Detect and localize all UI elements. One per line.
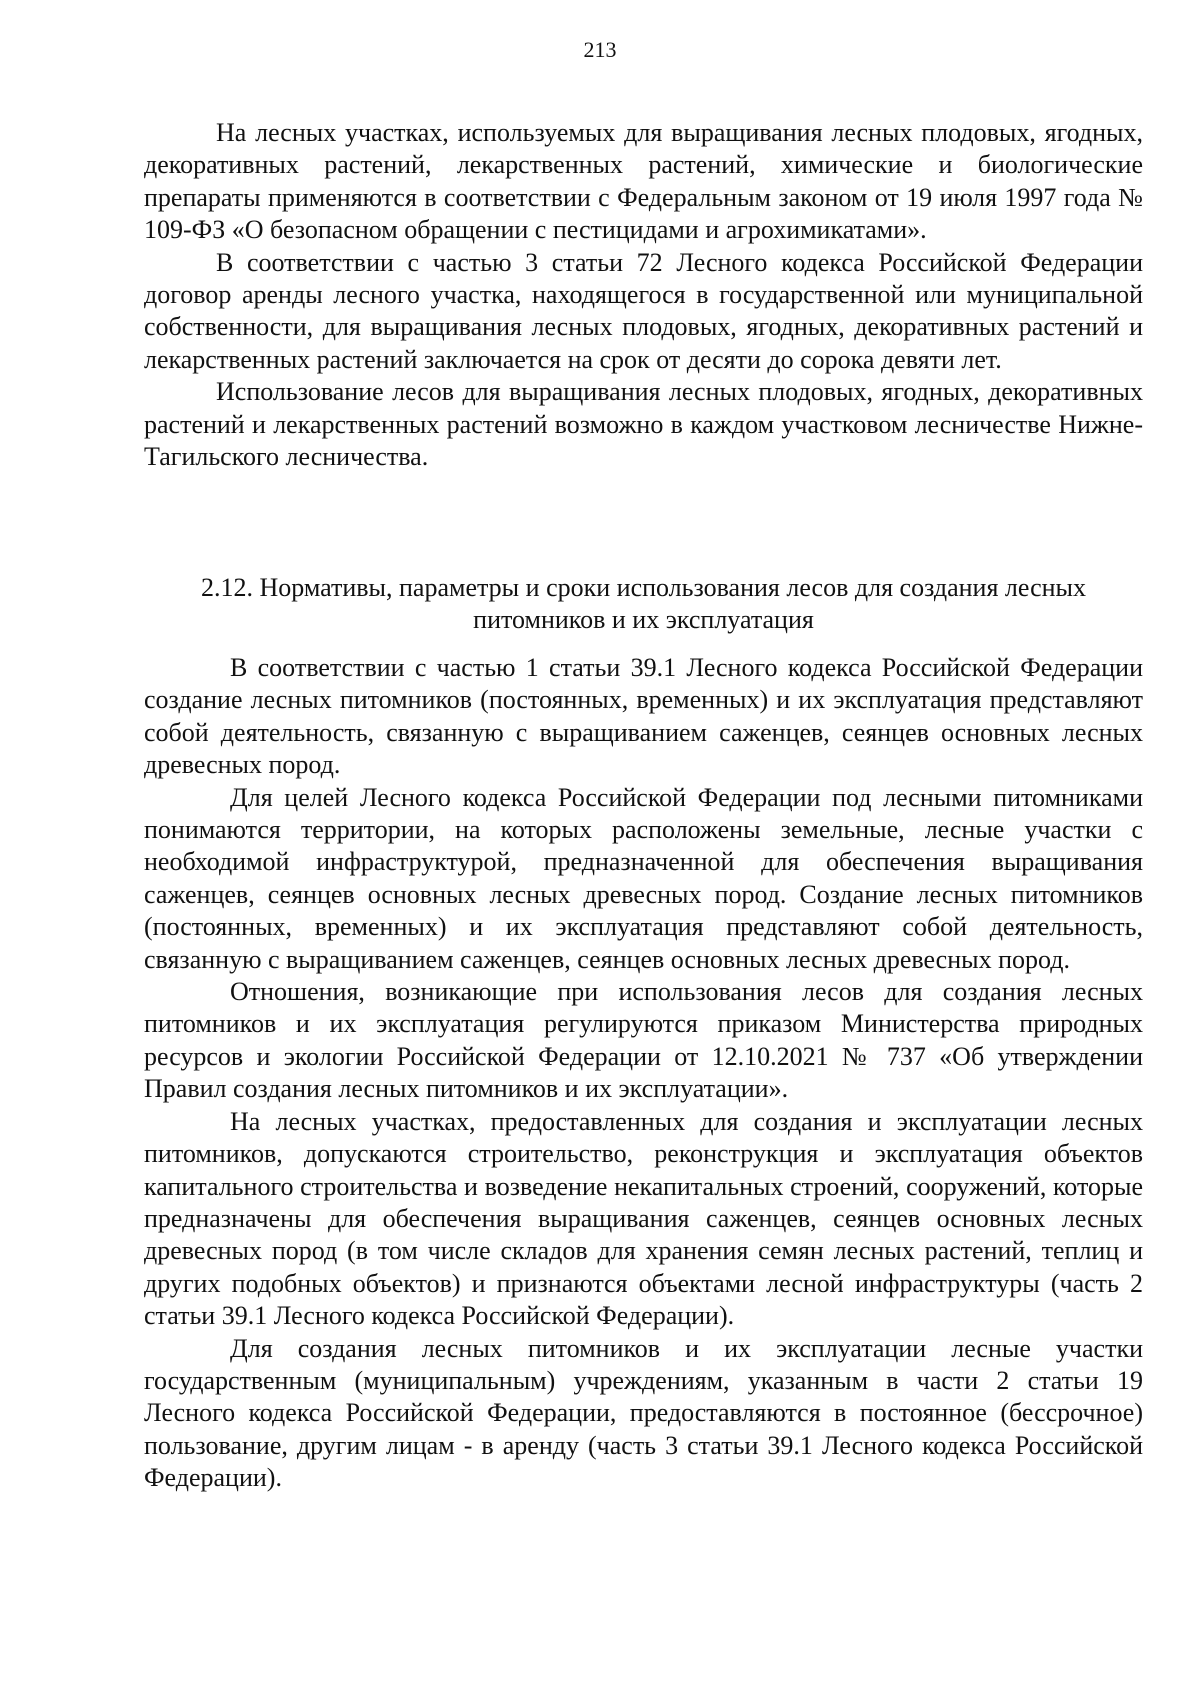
- section-heading: 2.12. Нормативы, параметры и сроки использования лесов для создания лесных питомников и их эксплуатация: [200, 573, 1087, 635]
- paragraph: В соответствии с частью 3 статьи 72 Лесного кодекса Российской Федерации договор аренды лесного участка, находящегося в государственной или муниципальной собственности, для выращивания лесных плодовых, ягодных, декоративных растений и лекарственных растений заключается на срок от десяти до сорока девяти лет.: [144, 247, 1143, 374]
- paragraph: На лесных участках, используемых для выращивания лесных плодовых, ягодных, декоративных растений, лекарственных растений, химические и биологические препараты применяются в соответствии с Федеральным законом от 19 июля 1997 года № 109-ФЗ «О безопасном обращении с пестицидами и агрохимикатами».: [144, 118, 1143, 245]
- paragraph: На лесных участках, предоставленных для создания и эксплуатации лесных питомников, допускаются строительство, реконструкция и эксплуатация объектов капитального строительства и возведение некапитальных строений, сооружений, которые предназначены для обеспечения выращивания саженцев, сеянцев основных лесных древесных пород (в том числе складов для хранения семян лесных растений, теплиц и других подобных объектов) и признаются объектами лесной инфраструктуры (часть 2 статьи 39.1 Лесного кодекса Российской Федерации).: [144, 1106, 1143, 1331]
- paragraph: Отношения, возникающие при использования лесов для создания лесных питомников и их эксплуатация регулируются приказом Министерства природных ресурсов и экологии Российской Федерации от 12.10.2021 № 737 «Об утверждении Правил создания лесных питомников и их эксплуатации».: [144, 977, 1143, 1104]
- text-block-top: [144, 117, 1143, 473]
- paragraph: Для целей Лесного кодекса Российской Федерации под лесными питомниками понимаются территории, на которых расположены земельные, лесные участки с необходимой инфраструктурой, предназначенной для обеспечения выращивания саженцев, сеянцев основных лесных древесных пород. Создание лесных питомников (постоянных, временных) и их эксплуатация представляют собой деятельность, связанную с выращиванием саженцев, сеянцев основных лесных древесных пород.: [144, 782, 1143, 974]
- text-block-section: [144, 652, 1143, 1495]
- paragraph: Для создания лесных питомников и их эксплуатации лесные участки государственным (муниципальным) учреждениям, указанным в части 2 статьи 19 Лесного кодекса Российской Федерации, предоставляются в постоянное (бессрочное) пользование, другим лицам - в аренду (часть 3 статьи 39.1 Лесного кодекса Российской Федерации).: [144, 1333, 1143, 1493]
- paragraph: В соответствии с частью 1 статьи 39.1 Лесного кодекса Российской Федерации создание лесных питомников (постоянных, временных) и их эксплуатация представляют собой деятельность, связанную с выращиванием саженцев, сеянцев основных лесных древесных пород.: [144, 653, 1143, 780]
- page-number: 213: [583, 37, 617, 62]
- paragraph: Использование лесов для выращивания лесных плодовых, ягодных, декоративных растений и лекарственных растений возможно в каждом участковом лесничестве Нижне-Тагильского лесничества.: [144, 377, 1143, 472]
